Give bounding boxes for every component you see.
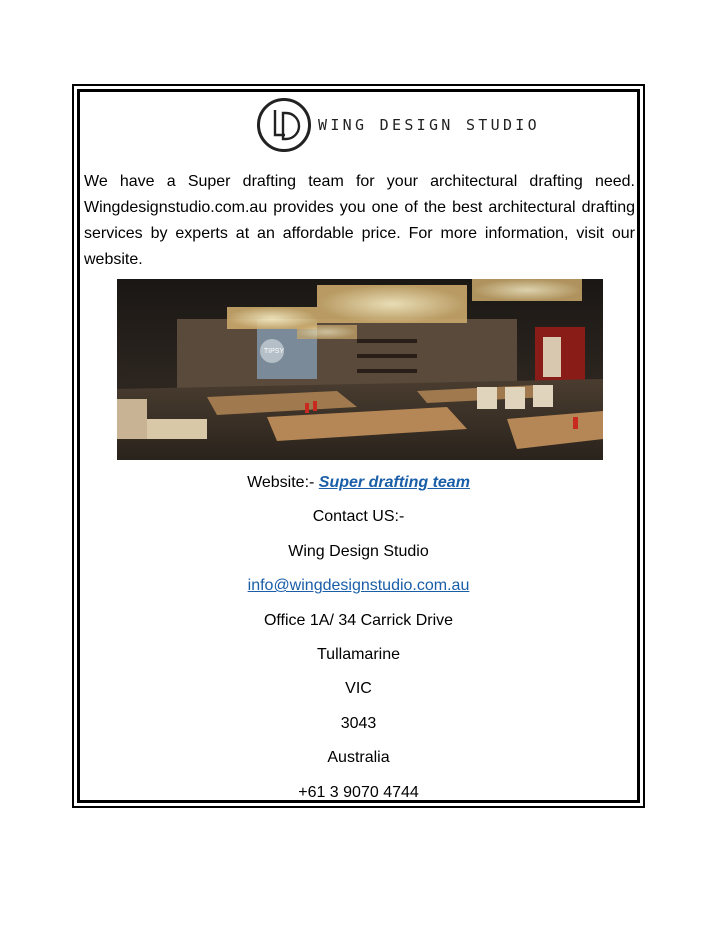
phone-line: +61 3 9070 4744 [298, 783, 419, 801]
intro-paragraph: We have a Super drafting team for your architectural drafting need. Wingdesignstudio.com.au provides you one of the best architectural drafting services by experts at an affordable price. For more information, visit our website. [84, 173, 635, 268]
company-name: Wing Design Studio [288, 542, 429, 560]
postcode-line: 3043 [340, 714, 377, 732]
wd-logo-icon [256, 97, 312, 153]
company-logo [256, 97, 540, 153]
top-rule [72, 84, 645, 85]
email-line [80, 573, 637, 607]
email-link[interactable]: info@wingdesignstudio.com.au [247, 577, 470, 595]
logo-wordmark: WING DESIGN STUDIO [318, 116, 540, 134]
country-line: Australia [327, 749, 390, 767]
photo-sign-text: TIPSY [263, 348, 285, 355]
contact-us-label: Contact US:- [312, 508, 405, 526]
website-line [80, 470, 637, 504]
restaurant-interior-photo [117, 279, 603, 460]
website-link[interactable]: Super drafting team [318, 474, 470, 491]
website-label: Website:- [247, 474, 319, 491]
contact-block [80, 470, 637, 814]
state-line: VIC [345, 680, 372, 698]
suburb-line: Tullamarine [317, 645, 400, 663]
address-line-1: Office 1A/ 34 Carrick Drive [263, 611, 454, 629]
